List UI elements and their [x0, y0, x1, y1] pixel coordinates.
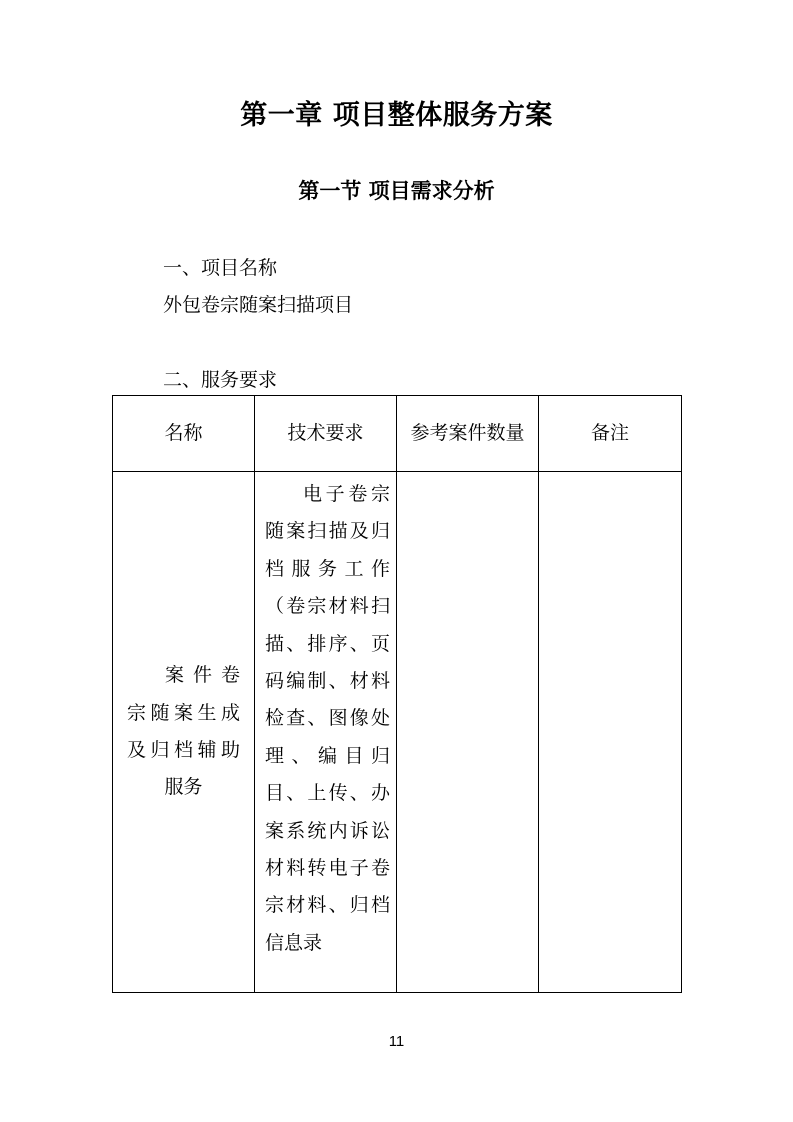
item1-heading: 一、项目名称 [163, 257, 278, 279]
cell-remarks [539, 472, 682, 993]
item2-heading: 二、服务要求 [163, 369, 278, 391]
section-title: 第一节 项目需求分析 [298, 179, 495, 203]
chapter-title: 第一章 项目整体服务方案 [240, 100, 553, 131]
header-tech-requirements: 技术要求 [255, 396, 397, 472]
header-remarks: 备注 [539, 396, 682, 472]
cell-tech-requirements: 电子卷宗随案扫描及归档服务工作（卷宗材料扫描、排序、页码编制、材料检查、图像处理、编目归目、上传、办案系统内诉讼材料转电子卷宗材料、归档信息录 [255, 472, 397, 993]
table-row [113, 472, 682, 993]
page-number: 11 [388, 1033, 405, 1050]
header-reference-case-quantity: 参考案件数量 [397, 396, 539, 472]
header-name: 名称 [113, 396, 255, 472]
item1-value: 外包卷宗随案扫描项目 [163, 294, 354, 316]
service-requirements-table [112, 395, 682, 993]
table-header-row [113, 396, 682, 472]
cell-reference-case-quantity [397, 472, 539, 993]
cell-name: 案件卷宗随案生成及归档辅助服务 [113, 472, 255, 993]
